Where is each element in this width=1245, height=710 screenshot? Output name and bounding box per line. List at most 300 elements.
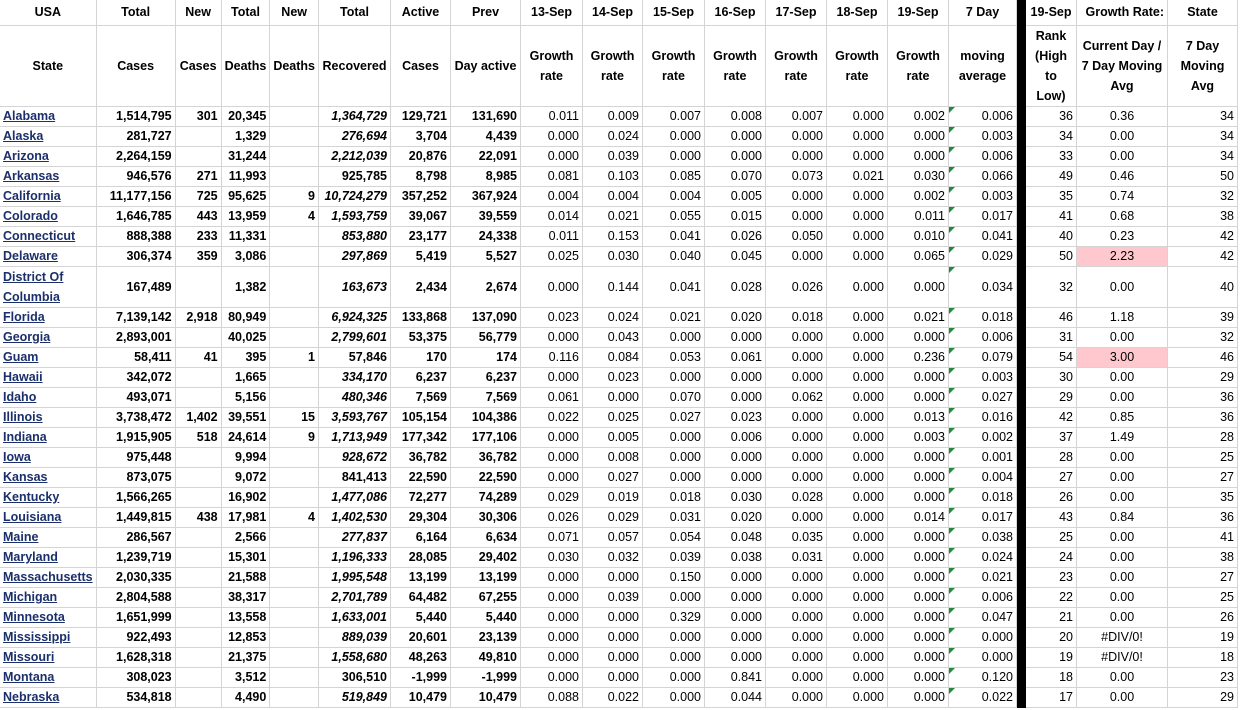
growth-rate-cell[interactable]: 0.000 — [521, 667, 583, 687]
divider-cell[interactable] — [1017, 507, 1026, 527]
state-avg-cell[interactable]: 41 — [1168, 527, 1238, 547]
ratio-cell[interactable]: 0.00 — [1077, 607, 1168, 627]
rank-cell[interactable]: 18 — [1026, 667, 1077, 687]
divider-cell[interactable] — [1017, 687, 1026, 707]
new-cases-cell[interactable] — [175, 146, 221, 166]
ratio-cell[interactable]: 0.68 — [1077, 206, 1168, 226]
recovered-cell[interactable]: 334,170 — [319, 367, 391, 387]
active-cases-cell[interactable]: 29,304 — [391, 507, 451, 527]
growth-rate-cell[interactable]: 0.031 — [643, 507, 705, 527]
header-cell[interactable]: Total — [319, 0, 391, 25]
total-deaths-cell[interactable]: 80,949 — [221, 307, 270, 327]
new-cases-cell[interactable]: 725 — [175, 186, 221, 206]
state-avg-cell[interactable]: 27 — [1168, 467, 1238, 487]
growth-rate-cell[interactable]: 0.000 — [827, 307, 888, 327]
state-cell[interactable]: Hawaii — [0, 367, 96, 387]
divider-cell[interactable] — [1017, 587, 1026, 607]
growth-rate-cell[interactable]: 0.028 — [705, 266, 766, 307]
header-cell[interactable]: Growth rate — [643, 25, 705, 106]
active-cases-cell[interactable]: 7,569 — [391, 387, 451, 407]
new-deaths-cell[interactable] — [270, 367, 319, 387]
growth-rate-cell[interactable]: 0.000 — [888, 567, 949, 587]
growth-rate-cell[interactable]: 0.841 — [705, 667, 766, 687]
growth-rate-cell[interactable]: 0.000 — [766, 206, 827, 226]
growth-rate-cell[interactable]: 0.011 — [521, 226, 583, 246]
growth-rate-cell[interactable]: 0.000 — [888, 387, 949, 407]
rank-cell[interactable]: 21 — [1026, 607, 1077, 627]
growth-rate-cell[interactable]: 0.000 — [766, 687, 827, 707]
recovered-cell[interactable]: 6,924,325 — [319, 307, 391, 327]
new-deaths-cell[interactable] — [270, 226, 319, 246]
growth-rate-cell[interactable]: 0.025 — [583, 407, 643, 427]
new-cases-cell[interactable] — [175, 647, 221, 667]
state-avg-cell[interactable]: 25 — [1168, 447, 1238, 467]
header-cell[interactable] — [1017, 0, 1026, 25]
seven-day-avg-cell[interactable]: 0.016 — [949, 407, 1017, 427]
growth-rate-cell[interactable]: 0.054 — [643, 527, 705, 547]
ratio-cell[interactable]: 0.00 — [1077, 387, 1168, 407]
ratio-cell[interactable]: 0.00 — [1077, 367, 1168, 387]
growth-rate-cell[interactable]: 0.000 — [888, 447, 949, 467]
state-avg-cell[interactable]: 34 — [1168, 126, 1238, 146]
total-deaths-cell[interactable]: 3,086 — [221, 246, 270, 266]
growth-rate-cell[interactable]: 0.021 — [583, 206, 643, 226]
growth-rate-cell[interactable]: 0.000 — [888, 647, 949, 667]
state-cell[interactable]: Maine — [0, 527, 96, 547]
growth-rate-cell[interactable]: 0.000 — [521, 647, 583, 667]
total-deaths-cell[interactable]: 31,244 — [221, 146, 270, 166]
total-cases-cell[interactable]: 7,139,142 — [96, 307, 175, 327]
new-cases-cell[interactable] — [175, 667, 221, 687]
new-cases-cell[interactable]: 518 — [175, 427, 221, 447]
growth-rate-cell[interactable]: 0.039 — [643, 547, 705, 567]
header-cell[interactable] — [1017, 25, 1026, 106]
total-cases-cell[interactable]: 281,727 — [96, 126, 175, 146]
state-avg-cell[interactable]: 25 — [1168, 587, 1238, 607]
rank-cell[interactable]: 22 — [1026, 587, 1077, 607]
total-deaths-cell[interactable]: 21,588 — [221, 567, 270, 587]
total-cases-cell[interactable]: 1,239,719 — [96, 547, 175, 567]
growth-rate-cell[interactable]: 0.000 — [521, 627, 583, 647]
new-cases-cell[interactable] — [175, 627, 221, 647]
growth-rate-cell[interactable]: 0.000 — [766, 186, 827, 206]
header-cell[interactable]: 18-Sep — [827, 0, 888, 25]
active-cases-cell[interactable]: 105,154 — [391, 407, 451, 427]
prev-day-active-cell[interactable]: 6,634 — [451, 527, 521, 547]
growth-rate-cell[interactable]: 0.020 — [705, 507, 766, 527]
growth-rate-cell[interactable]: 0.000 — [888, 367, 949, 387]
new-cases-cell[interactable]: 2,918 — [175, 307, 221, 327]
active-cases-cell[interactable]: 6,237 — [391, 367, 451, 387]
rank-cell[interactable]: 42 — [1026, 407, 1077, 427]
state-cell[interactable]: Illinois — [0, 407, 96, 427]
growth-rate-cell[interactable]: 0.018 — [766, 307, 827, 327]
ratio-cell[interactable]: 0.00 — [1077, 547, 1168, 567]
total-cases-cell[interactable]: 922,493 — [96, 627, 175, 647]
rank-cell[interactable]: 28 — [1026, 447, 1077, 467]
growth-rate-cell[interactable]: 0.116 — [521, 347, 583, 367]
growth-rate-cell[interactable]: 0.000 — [766, 587, 827, 607]
divider-cell[interactable] — [1017, 106, 1026, 126]
growth-rate-cell[interactable]: 0.000 — [705, 567, 766, 587]
growth-rate-cell[interactable]: 0.019 — [583, 487, 643, 507]
recovered-cell[interactable]: 889,039 — [319, 627, 391, 647]
growth-rate-cell[interactable]: 0.000 — [643, 687, 705, 707]
prev-day-active-cell[interactable]: -1,999 — [451, 667, 521, 687]
growth-rate-cell[interactable]: 0.000 — [827, 627, 888, 647]
total-cases-cell[interactable]: 493,071 — [96, 387, 175, 407]
growth-rate-cell[interactable]: 0.144 — [583, 266, 643, 307]
ratio-cell[interactable]: 0.00 — [1077, 527, 1168, 547]
growth-rate-cell[interactable]: 0.000 — [643, 126, 705, 146]
growth-rate-cell[interactable]: 0.000 — [521, 146, 583, 166]
divider-cell[interactable] — [1017, 427, 1026, 447]
divider-cell[interactable] — [1017, 447, 1026, 467]
header-cell[interactable]: Growth rate — [888, 25, 949, 106]
recovered-cell[interactable]: 277,837 — [319, 527, 391, 547]
growth-rate-cell[interactable]: 0.000 — [827, 427, 888, 447]
growth-rate-cell[interactable]: 0.011 — [521, 106, 583, 126]
ratio-cell[interactable]: 2.23 — [1077, 246, 1168, 266]
state-avg-cell[interactable]: 27 — [1168, 567, 1238, 587]
total-cases-cell[interactable]: 873,075 — [96, 467, 175, 487]
growth-rate-cell[interactable]: 0.000 — [888, 607, 949, 627]
divider-cell[interactable] — [1017, 647, 1026, 667]
state-cell[interactable]: Arkansas — [0, 166, 96, 186]
state-avg-cell[interactable]: 36 — [1168, 507, 1238, 527]
ratio-cell[interactable]: 0.85 — [1077, 407, 1168, 427]
total-cases-cell[interactable]: 1,651,999 — [96, 607, 175, 627]
total-cases-cell[interactable]: 2,804,588 — [96, 587, 175, 607]
rank-cell[interactable]: 35 — [1026, 186, 1077, 206]
divider-cell[interactable] — [1017, 387, 1026, 407]
recovered-cell[interactable]: 1,196,333 — [319, 547, 391, 567]
seven-day-avg-cell[interactable]: 0.120 — [949, 667, 1017, 687]
divider-cell[interactable] — [1017, 407, 1026, 427]
seven-day-avg-cell[interactable]: 0.047 — [949, 607, 1017, 627]
growth-rate-cell[interactable]: 0.057 — [583, 527, 643, 547]
total-cases-cell[interactable]: 1,915,905 — [96, 427, 175, 447]
growth-rate-cell[interactable]: 0.002 — [888, 186, 949, 206]
active-cases-cell[interactable]: 357,252 — [391, 186, 451, 206]
growth-rate-cell[interactable]: 0.000 — [827, 367, 888, 387]
growth-rate-cell[interactable]: 0.000 — [521, 567, 583, 587]
active-cases-cell[interactable]: 170 — [391, 347, 451, 367]
state-cell[interactable]: Kansas — [0, 467, 96, 487]
seven-day-avg-cell[interactable]: 0.003 — [949, 186, 1017, 206]
total-deaths-cell[interactable]: 2,566 — [221, 527, 270, 547]
seven-day-avg-cell[interactable]: 0.038 — [949, 527, 1017, 547]
growth-rate-cell[interactable]: 0.024 — [583, 307, 643, 327]
ratio-cell[interactable]: 0.00 — [1077, 687, 1168, 707]
ratio-cell[interactable]: 1.49 — [1077, 427, 1168, 447]
growth-rate-cell[interactable]: 0.000 — [888, 467, 949, 487]
growth-rate-cell[interactable]: 0.000 — [583, 647, 643, 667]
header-cell[interactable]: Growth rate — [827, 25, 888, 106]
active-cases-cell[interactable]: 48,263 — [391, 647, 451, 667]
ratio-cell[interactable]: #DIV/0! — [1077, 647, 1168, 667]
divider-cell[interactable] — [1017, 467, 1026, 487]
new-cases-cell[interactable]: 359 — [175, 246, 221, 266]
total-cases-cell[interactable]: 1,449,815 — [96, 507, 175, 527]
growth-rate-cell[interactable]: 0.039 — [583, 587, 643, 607]
prev-day-active-cell[interactable]: 49,810 — [451, 647, 521, 667]
new-deaths-cell[interactable]: 9 — [270, 427, 319, 447]
growth-rate-cell[interactable]: 0.000 — [521, 607, 583, 627]
new-cases-cell[interactable] — [175, 527, 221, 547]
seven-day-avg-cell[interactable]: 0.006 — [949, 327, 1017, 347]
growth-rate-cell[interactable]: 0.103 — [583, 166, 643, 186]
total-cases-cell[interactable]: 2,030,335 — [96, 567, 175, 587]
rank-cell[interactable]: 27 — [1026, 467, 1077, 487]
total-cases-cell[interactable]: 1,646,785 — [96, 206, 175, 226]
growth-rate-cell[interactable]: 0.000 — [766, 327, 827, 347]
seven-day-avg-cell[interactable]: 0.006 — [949, 106, 1017, 126]
growth-rate-cell[interactable]: 0.000 — [521, 427, 583, 447]
growth-rate-cell[interactable]: 0.000 — [705, 607, 766, 627]
state-cell[interactable]: Indiana — [0, 427, 96, 447]
recovered-cell[interactable]: 163,673 — [319, 266, 391, 307]
ratio-cell[interactable]: 0.23 — [1077, 226, 1168, 246]
growth-rate-cell[interactable]: 0.030 — [583, 246, 643, 266]
growth-rate-cell[interactable]: 0.021 — [827, 166, 888, 186]
growth-rate-cell[interactable]: 0.000 — [643, 367, 705, 387]
header-cell[interactable]: USA — [0, 0, 96, 25]
growth-rate-cell[interactable]: 0.005 — [705, 186, 766, 206]
active-cases-cell[interactable]: 177,342 — [391, 427, 451, 447]
rank-cell[interactable]: 49 — [1026, 166, 1077, 186]
new-deaths-cell[interactable] — [270, 307, 319, 327]
growth-rate-cell[interactable]: 0.000 — [827, 387, 888, 407]
total-cases-cell[interactable]: 975,448 — [96, 447, 175, 467]
recovered-cell[interactable]: 2,212,039 — [319, 146, 391, 166]
header-cell[interactable]: Day active — [451, 25, 521, 106]
new-deaths-cell[interactable] — [270, 687, 319, 707]
total-deaths-cell[interactable]: 15,301 — [221, 547, 270, 567]
seven-day-avg-cell[interactable]: 0.021 — [949, 567, 1017, 587]
header-cell[interactable]: 13-Sep — [521, 0, 583, 25]
state-avg-cell[interactable]: 36 — [1168, 407, 1238, 427]
new-deaths-cell[interactable] — [270, 166, 319, 186]
active-cases-cell[interactable]: 28,085 — [391, 547, 451, 567]
state-cell[interactable]: Florida — [0, 307, 96, 327]
growth-rate-cell[interactable]: 0.030 — [705, 487, 766, 507]
state-avg-cell[interactable]: 46 — [1168, 347, 1238, 367]
growth-rate-cell[interactable]: 0.000 — [766, 627, 827, 647]
active-cases-cell[interactable]: 53,375 — [391, 327, 451, 347]
seven-day-avg-cell[interactable]: 0.017 — [949, 507, 1017, 527]
new-deaths-cell[interactable] — [270, 467, 319, 487]
growth-rate-cell[interactable]: 0.000 — [827, 186, 888, 206]
new-deaths-cell[interactable] — [270, 527, 319, 547]
divider-cell[interactable] — [1017, 527, 1026, 547]
new-cases-cell[interactable] — [175, 487, 221, 507]
active-cases-cell[interactable]: 6,164 — [391, 527, 451, 547]
growth-rate-cell[interactable]: 0.071 — [521, 527, 583, 547]
growth-rate-cell[interactable]: 0.000 — [521, 447, 583, 467]
seven-day-avg-cell[interactable]: 0.000 — [949, 627, 1017, 647]
new-deaths-cell[interactable] — [270, 487, 319, 507]
rank-cell[interactable]: 30 — [1026, 367, 1077, 387]
total-cases-cell[interactable]: 1,628,318 — [96, 647, 175, 667]
growth-rate-cell[interactable]: 0.007 — [766, 106, 827, 126]
growth-rate-cell[interactable]: 0.000 — [888, 547, 949, 567]
growth-rate-cell[interactable]: 0.000 — [583, 567, 643, 587]
new-cases-cell[interactable]: 41 — [175, 347, 221, 367]
new-deaths-cell[interactable] — [270, 567, 319, 587]
growth-rate-cell[interactable]: 0.000 — [766, 507, 827, 527]
growth-rate-cell[interactable]: 0.000 — [827, 507, 888, 527]
new-deaths-cell[interactable] — [270, 627, 319, 647]
state-avg-cell[interactable]: 28 — [1168, 427, 1238, 447]
rank-cell[interactable]: 33 — [1026, 146, 1077, 166]
growth-rate-cell[interactable]: 0.018 — [643, 487, 705, 507]
header-cell[interactable]: Rank (High to Low) — [1026, 25, 1077, 106]
state-cell[interactable]: Idaho — [0, 387, 96, 407]
prev-day-active-cell[interactable]: 23,139 — [451, 627, 521, 647]
growth-rate-cell[interactable]: 0.030 — [888, 166, 949, 186]
state-cell[interactable]: Mississippi — [0, 627, 96, 647]
growth-rate-cell[interactable]: 0.004 — [521, 186, 583, 206]
rank-cell[interactable]: 50 — [1026, 246, 1077, 266]
rank-cell[interactable]: 37 — [1026, 427, 1077, 447]
state-cell[interactable]: Nebraska — [0, 687, 96, 707]
growth-rate-cell[interactable]: 0.000 — [766, 467, 827, 487]
growth-rate-cell[interactable]: 0.000 — [705, 327, 766, 347]
growth-rate-cell[interactable]: 0.000 — [888, 627, 949, 647]
total-deaths-cell[interactable]: 4,490 — [221, 687, 270, 707]
divider-cell[interactable] — [1017, 126, 1026, 146]
new-deaths-cell[interactable]: 15 — [270, 407, 319, 427]
divider-cell[interactable] — [1017, 246, 1026, 266]
growth-rate-cell[interactable]: 0.021 — [643, 307, 705, 327]
divider-cell[interactable] — [1017, 667, 1026, 687]
growth-rate-cell[interactable]: 0.000 — [643, 146, 705, 166]
rank-cell[interactable]: 23 — [1026, 567, 1077, 587]
ratio-cell[interactable]: #DIV/0! — [1077, 627, 1168, 647]
total-deaths-cell[interactable]: 39,551 — [221, 407, 270, 427]
growth-rate-cell[interactable]: 0.022 — [521, 407, 583, 427]
new-cases-cell[interactable] — [175, 567, 221, 587]
header-cell[interactable]: Recovered — [319, 25, 391, 106]
growth-rate-cell[interactable]: 0.000 — [888, 266, 949, 307]
growth-rate-cell[interactable]: 0.000 — [766, 126, 827, 146]
recovered-cell[interactable]: 853,880 — [319, 226, 391, 246]
new-deaths-cell[interactable] — [270, 447, 319, 467]
ratio-cell[interactable]: 3.00 — [1077, 347, 1168, 367]
prev-day-active-cell[interactable]: 131,690 — [451, 106, 521, 126]
prev-day-active-cell[interactable]: 367,924 — [451, 186, 521, 206]
prev-day-active-cell[interactable]: 177,106 — [451, 427, 521, 447]
active-cases-cell[interactable]: 5,419 — [391, 246, 451, 266]
growth-rate-cell[interactable]: 0.023 — [583, 367, 643, 387]
state-avg-cell[interactable]: 26 — [1168, 607, 1238, 627]
new-deaths-cell[interactable] — [270, 327, 319, 347]
rank-cell[interactable]: 25 — [1026, 527, 1077, 547]
state-avg-cell[interactable]: 32 — [1168, 327, 1238, 347]
state-avg-cell[interactable]: 42 — [1168, 226, 1238, 246]
recovered-cell[interactable]: 297,869 — [319, 246, 391, 266]
growth-rate-cell[interactable]: 0.039 — [583, 146, 643, 166]
header-cell[interactable]: moving average — [949, 25, 1017, 106]
growth-rate-cell[interactable]: 0.000 — [705, 447, 766, 467]
growth-rate-cell[interactable]: 0.000 — [827, 246, 888, 266]
state-cell[interactable]: Guam — [0, 347, 96, 367]
growth-rate-cell[interactable]: 0.000 — [583, 607, 643, 627]
growth-rate-cell[interactable]: 0.000 — [643, 627, 705, 647]
total-deaths-cell[interactable]: 20,345 — [221, 106, 270, 126]
growth-rate-cell[interactable]: 0.000 — [643, 467, 705, 487]
growth-rate-cell[interactable]: 0.020 — [705, 307, 766, 327]
growth-rate-cell[interactable]: 0.008 — [583, 447, 643, 467]
total-cases-cell[interactable]: 888,388 — [96, 226, 175, 246]
prev-day-active-cell[interactable]: 74,289 — [451, 487, 521, 507]
new-cases-cell[interactable] — [175, 547, 221, 567]
total-deaths-cell[interactable]: 40,025 — [221, 327, 270, 347]
state-avg-cell[interactable]: 35 — [1168, 487, 1238, 507]
total-cases-cell[interactable]: 167,489 — [96, 266, 175, 307]
prev-day-active-cell[interactable]: 39,559 — [451, 206, 521, 226]
growth-rate-cell[interactable]: 0.000 — [827, 327, 888, 347]
ratio-cell[interactable]: 0.00 — [1077, 447, 1168, 467]
ratio-cell[interactable]: 0.00 — [1077, 587, 1168, 607]
state-cell[interactable]: Iowa — [0, 447, 96, 467]
growth-rate-cell[interactable]: 0.061 — [521, 387, 583, 407]
growth-rate-cell[interactable]: 0.000 — [888, 327, 949, 347]
seven-day-avg-cell[interactable]: 0.066 — [949, 166, 1017, 186]
growth-rate-cell[interactable]: 0.013 — [888, 407, 949, 427]
state-cell[interactable]: Georgia — [0, 327, 96, 347]
divider-cell[interactable] — [1017, 567, 1026, 587]
growth-rate-cell[interactable]: 0.062 — [766, 387, 827, 407]
state-cell[interactable]: Delaware — [0, 246, 96, 266]
growth-rate-cell[interactable]: 0.000 — [827, 607, 888, 627]
header-cell[interactable]: Growth rate — [583, 25, 643, 106]
new-cases-cell[interactable]: 1,402 — [175, 407, 221, 427]
seven-day-avg-cell[interactable]: 0.029 — [949, 246, 1017, 266]
state-cell[interactable]: Arizona — [0, 146, 96, 166]
growth-rate-cell[interactable]: 0.023 — [521, 307, 583, 327]
recovered-cell[interactable]: 480,346 — [319, 387, 391, 407]
growth-rate-cell[interactable]: 0.000 — [643, 447, 705, 467]
growth-rate-cell[interactable]: 0.043 — [583, 327, 643, 347]
state-cell[interactable]: Alaska — [0, 126, 96, 146]
total-cases-cell[interactable]: 286,567 — [96, 527, 175, 547]
new-deaths-cell[interactable]: 9 — [270, 186, 319, 206]
recovered-cell[interactable]: 2,799,601 — [319, 327, 391, 347]
total-cases-cell[interactable]: 946,576 — [96, 166, 175, 186]
total-deaths-cell[interactable]: 3,512 — [221, 667, 270, 687]
active-cases-cell[interactable]: 36,782 — [391, 447, 451, 467]
total-cases-cell[interactable]: 2,893,001 — [96, 327, 175, 347]
total-cases-cell[interactable]: 58,411 — [96, 347, 175, 367]
divider-cell[interactable] — [1017, 487, 1026, 507]
recovered-cell[interactable]: 57,846 — [319, 347, 391, 367]
growth-rate-cell[interactable]: 0.000 — [827, 146, 888, 166]
seven-day-avg-cell[interactable]: 0.001 — [949, 447, 1017, 467]
growth-rate-cell[interactable]: 0.003 — [888, 427, 949, 447]
new-deaths-cell[interactable] — [270, 387, 319, 407]
seven-day-avg-cell[interactable]: 0.018 — [949, 487, 1017, 507]
growth-rate-cell[interactable]: 0.006 — [705, 427, 766, 447]
growth-rate-cell[interactable]: 0.038 — [705, 547, 766, 567]
growth-rate-cell[interactable]: 0.000 — [643, 427, 705, 447]
state-avg-cell[interactable]: 36 — [1168, 387, 1238, 407]
state-cell[interactable]: Minnesota — [0, 607, 96, 627]
total-deaths-cell[interactable]: 5,156 — [221, 387, 270, 407]
rank-cell[interactable]: 36 — [1026, 106, 1077, 126]
growth-rate-cell[interactable]: 0.026 — [521, 507, 583, 527]
